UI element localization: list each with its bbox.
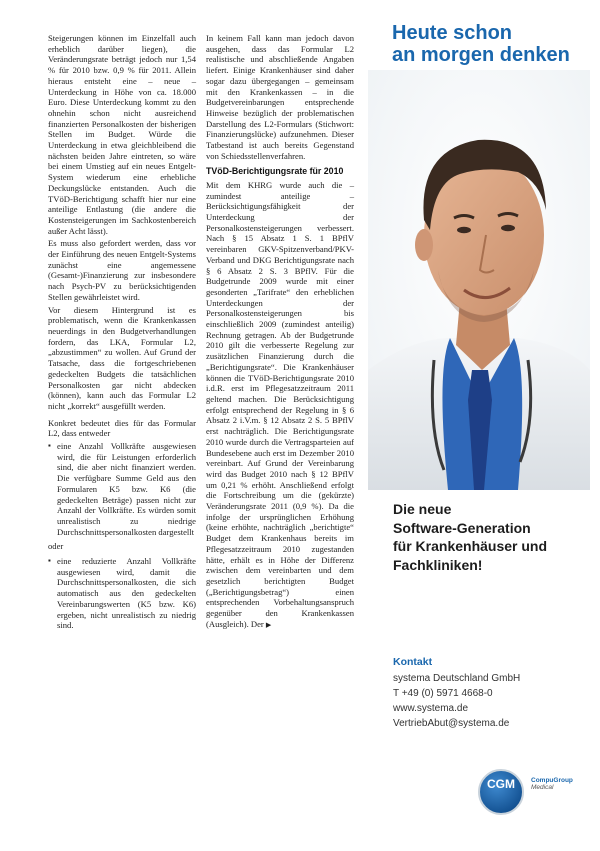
paragraph: Es muss also gefordert werden, dass vor der Einführung des neuen Entgelt-Systems zunächst eine angemessene (Gesamt-)Finanzierung zur insbesondere nach Psych-PV zu berücksichtigenden Stellen gewährleistet wird. [48,238,196,302]
logo-brand-sub: Medical [531,784,554,791]
bullet-list [48,441,196,537]
paragraph [206,180,354,631]
bullet-item: ▪ eine Anzahl Vollkräfte ausgewiesen wird, die für Leistungen erforderlich sind, die aber nicht finanziert werden. Die verfügbare Summe Geld aus den Formularen K5 bzw. K6 (die gedeckelten Beträge) passen nicht zur Anzahl der Vollkräfte. Es würden somit unrealistisch zu niedrige Durchschnittspersonalkosten dargestellt [57,441,196,537]
ad-headline-line: Heute schon [392,22,513,44]
doctor-photo [368,70,590,490]
contact-title: Kontakt [393,656,433,668]
contact-phone: T +49 (0) 5971 4668-0 [393,688,493,699]
ad-subheadline [393,500,589,574]
logo-text: CGM [487,777,515,791]
paragraph-text: Mit dem KHRG wurde auch die – zumindest anteilige – Berücksichtigungsfähigkeit der Unterdeckung der Personalkostensteigerungen verbessert. Nach § 15 Absatz 1 S. 1 BPflV vereinbaren GKV-Spitzenverband/PKV-Verband und DKG Berichtigungsrate nach § 6 Absatz 2 S. 3 BPflV. Für die Budgetrunde 2009 wurde mit einer gesonderten „Tarifrate“ den erheblichen Unterdeckungen der Personalkostensteigerungen bis einschließlich 2009 (zumindest anteilig) Rechnung getragen. Ab der Budgetrunde 2010 gilt die verbesserte Regelung zur zusätzlichen Finanzierung durch die „Berichtigungsrate“. Die Krankenhäuser können die TVöD-Berichtigungsrate 2010 i.d.R. erst im Pflegesatzzeitraum 2011 geltend machen. Die Berücksichtigung erfolgt entsprechend der Regelung in § 6 Absatz 2 i.V.m. § 12 Absatz 2 S. 5 BPflV erst nachträglich. Die Berichtigungsrate 2010 wurde durch die Vertragsparteien auf Bundesebene auch erst im Dezember 2010 vereinbart. Auf Grund der Vereinbarung wird das Budget 2010 nach § 12 BPflV um 0,21 % erhöht. Anschließend erfolgt die Fortschreibung um die (gekürzte) Veränderungsrate 2011 (0,9 %). Da die infolge der ursprünglichen Erhöhung (keine erhöhte, nachträglich „berichtigte“ Budget dem Krankenhaus bereits im Pflegesatzzeitraum 2010 zugestanden hätte, erhält es in Höhe der Differenz zwischen dem vereinbarten und dem gesetzlich berichtigten Budget („Berichtigungsbetrag“) einen entsprechenden Vorbehaltungsanspruch gegenüber den Krankenkassen (Ausgleich). Der [206,179,354,629]
contact-company: systema Deutschland GmbH [393,673,521,684]
ad-headline [392,22,588,66]
paragraph: Steigerungen können im Einzelfall auch erheblich darüber liegen), die Veränderungsrate beträgt jedoch nur 1,54 % für 2010 bzw. 0,9 % für 2011. Allein hieraus entsteht eine – neue – Unterdeckung in Höhe von ca. 18.000 Euro. Diese Unterdeckung kommt zu den ohnehin schon nicht ausreichend finanzierten Personalkosten der bisherigen Stellen im Budget. Würde die Unterdeckung in etwa gleichbleibend die nächsten beiden Jahre eintreten, so wäre bei einem Umstieg auf ein neues Entgelt-System wiederum eine erhebliche Deckungslücke entstanden. Auch die TVöD-Berichtigung schafft hier nur eine anteilige Entlastung (die andere die Kostensteigerungen im Sachkostenbereich außer Acht lässt). [48,33,196,236]
paragraph: In keinem Fall kann man jedoch davon ausgehen, dass das Formular L2 realistische und abschließende Angaben liefert. Einige Krankenhäuser sind daher sogar dazu übergegangen – gemeinsam mit den Krankenkassen – in die Budgetvereinbarungen entsprechende Hinweise bezüglich der problematischen Darstellung des L2-Formulars (Stichwort: Finanzierungslücke) aufzunehmen. Dieser Tatbestand ist auch bereits Gegenstand von Schiedsstellenverfahren. [206,33,354,161]
paragraph: Vor diesem Hintergrund ist es problematisch, wenn die Krankenkassen neuerdings in den Budgetverhandlungen fordern, das LKA, Formular L2, „abzustimmen“ zu wollen. Auf Grund der Tatsache, dass die fortgeschriebenen gedeckelten Budgets die tatsächlichen Personalkosten gar nicht abdecken (können), kann auch das Formular L2 nicht „korrekt“ ausgefüllt werden. [48,304,196,411]
contact-block [393,655,589,731]
continue-arrow-icon: ▶ [265,620,272,629]
logo-brand [531,777,573,791]
contact-email-link[interactable]: VertriebAbut@systema.de [393,718,510,729]
ad-subheadline-line: Software-Generation [393,519,531,536]
ad-subheadline-line: Fachkliniken! [393,556,483,573]
ad-headline-line: an morgen denken [392,44,570,66]
bullet-list [48,556,196,631]
ad-subheadline-line: für Krankenhäuser und [393,538,548,554]
conjunction-text: oder [48,541,64,552]
logo-brand-name: CompuGroup [531,777,573,784]
article-column-left [48,33,196,633]
section-heading: TVöD-Berichtigungsrate für 2010 [206,166,344,177]
article-column-middle [206,33,354,632]
cgm-logo-icon [471,766,591,818]
paragraph: Konkret bedeutet dies für das Formular L2, dass entweder [48,417,196,439]
bullet-item: ▪ eine reduzierte Anzahl Vollkräfte ausgewiesen wird, damit die Durchschnittspersonalkosten, die sich automatisch aus den gedeckelten Vereinbarungswerten (K5 bzw. K6) ergeben, nicht unrealistisch zu niedrig sind. [57,556,196,631]
contact-website-link[interactable]: www.systema.de [393,703,469,714]
ad-subheadline-line: Die neue [393,501,452,517]
